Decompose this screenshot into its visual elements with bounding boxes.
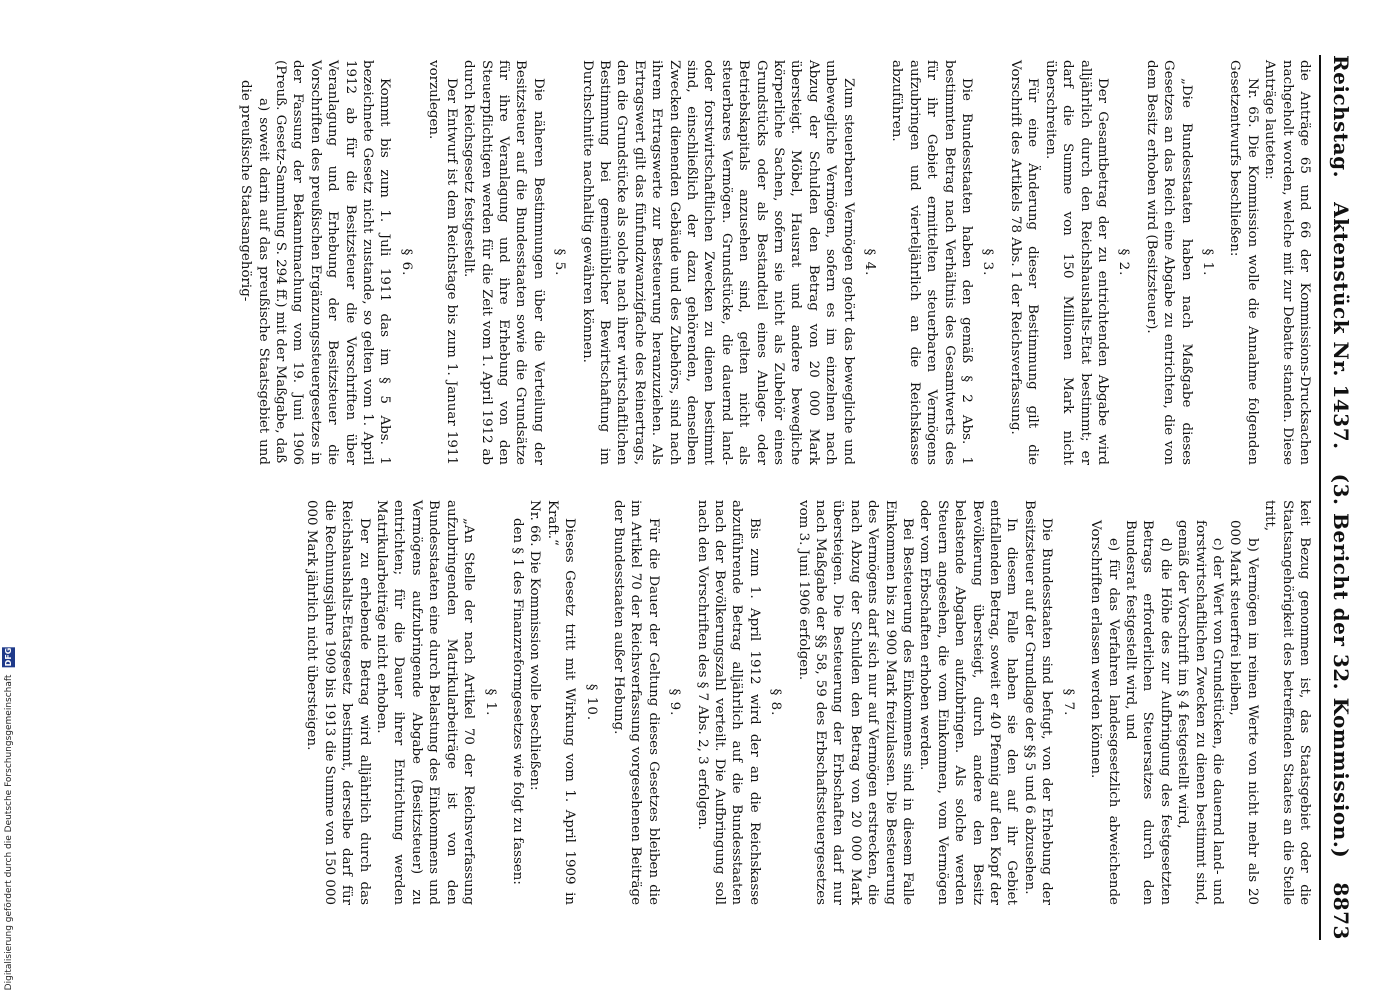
- intro-text: die Anträge 65 und 66 der Kommissions-Drucksachen nachgeholt worden, welche mit zur Debatte standen. Diese Anträge lauteten:: [1262, 60, 1312, 465]
- digitization-watermark: [2, 647, 16, 990]
- watermark-text: Digitalisierung gefördert durch die Deutsche Forschungsgemeinschaft: [4, 674, 14, 990]
- section-7-title: § 7.: [1060, 688, 1076, 717]
- page-header: [1321, 55, 1361, 940]
- motion-65: Nr. 65. Die Kommission wolle die Annahme folgenden Gesetzentwurfs beschließen:: [1227, 60, 1260, 465]
- section-6-item-d: d) die Höhe des zur Aufbringung des festgesetzten Betrags erforderlichen Steuersatzes durch den Bundesrat festgestellt wird, und: [1122, 520, 1173, 905]
- section-6-title: § 6.: [398, 248, 414, 277]
- header-right: (3. Bericht der 32. Kommission.): [1329, 473, 1353, 859]
- section-7-text-2: In diesem Falle haben sie den auf ihr Gebiet entfallenden Betrag, soweit er 40 Pfennig auf den Kopf der Bevölkerung übersteigt, durch andere den Besitz belastende Abgaben aufzubringen. Als solche werden Steuern angesehen, die vom Einkommen, vom Vermögen oder vom Erbschaften erhoben werden.: [917, 500, 1020, 905]
- section-3-title: § 3.: [980, 248, 996, 277]
- section-6-text: Kommt bis zum 1. Juli 1911 das im § 5 Abs. 1 bezeichnete Gesetz nicht zustande, so gelten vom 1. April 1912 ab für die Besitzsteuer die Vorschriften über Veranlagung und Erhebung der Besitzsteuer die Vorschriften des preußischen Ergänzungssteuergesetzes in der Fassung der Bekanntmachung vom 19. Juni 1906 (Preuß. Gesetz-Sammlung S. 294 ff.) mit der Maßgabe, daß: [273, 60, 393, 465]
- section-8-title: § 8.: [768, 688, 784, 717]
- section-7-text: Die Bundesstaaten sind befugt, von der Erhebung der Besitzsteuer auf der Grundlage der §§ 5 und 6 abzusehen.: [1021, 500, 1055, 905]
- section-2-title: § 2.: [1116, 248, 1132, 277]
- section-4-text: Zum steuerbaren Vermögen gehört das bewegliche und unbewegliche Vermögen, sofern es im einzelnen nach Abzug der Schulden den Betrag von 20 000 Mark übersteigt. Möbel, Hausrat und andere bewegliche körperliche Sachen, sofern sie nicht als Zubehör eines Grundstücks oder als Bestandteil eines Anlage- oder Betriebskapitals anzusehen sind, gelten nicht als steuerbares Vermögen. Grundstücke, die dauernd land- oder forstwirtschaftlichen Zwecken zu dienen bestimmt sind, einschließlich der dazu gehörenden, denselben Zwecken dienenden Gebäude und des Zubehörs, sind nach ihrem Ertragswerte zur Besteuerung heranzuziehen. Als Ertragswert gilt das fünfundzwanzigfache des Reinertrags, den die Grundstücke als solche nach ihrer wirtschaftlichen Bestimmung bei gemeinüblicher Bewirtschaftung im Durchschnitte nachhaltig gewähren können.: [579, 60, 856, 465]
- section-6-item-e: e) für das Verfahren landesgesetzlich abweichende Vorschriften erlassen werden können.: [1088, 520, 1121, 905]
- section-8-text: Bis zum 1. April 1912 wird der an die Reichskasse abzuführende Betrag alljährlich auf die Bundesstaaten nach der Bevölkerungszahl verteilt. Die Aufbringung soll nach den Vorschriften des § 7 Abs. 2, 3 erfolgen.: [694, 500, 762, 905]
- section-2-text: Der Gesamtbetrag der zu entrichtenden Abgabe wird alljährlich durch den Reichshaushalts-Etat bestimmt; er darf die Summe von 150 Millionen Mark nicht überschreiten.: [1042, 60, 1110, 465]
- header-left: Reichstag.: [1329, 55, 1353, 179]
- section-3-text: Die Bundesstaaten haben den gemäß § 2 Abs. 1 bestimmten Betrag nach Verhältnis des Gesamtwerts des für ihr Gebiet ermittelten steuerbaren Vermögens aufzubringen und vierteljährlich an die Reichskasse abzuführen.: [889, 60, 975, 465]
- section-10-title: § 10.: [583, 683, 599, 722]
- page-number: 8873: [1329, 882, 1353, 940]
- dfg-logo-icon: DFG: [4, 647, 13, 667]
- header-center: Aktenstück Nr. 1437.: [1329, 202, 1353, 450]
- section-4-title: § 4.: [862, 248, 878, 277]
- header-rule: [1319, 55, 1321, 940]
- section-6-item-a: a) soweit darin auf das preußische Staatsgebiet und die preußische Staatsangehörig-: [238, 80, 271, 465]
- right-column: [303, 500, 1313, 905]
- section-1b-text: „An Stelle der nach Artikel 70 der Reichsverfassung aufzubringenden Matrikularbeiträge ist von den Bundesstaaten eine durch Belastung des Einkommens und Vermögens aufzubringende Abgabe (Besitzsteuer) zu entrichten; für die Dauer ihrer Entrichtung werden Matrikularbeiträge nicht erhoben.: [374, 500, 477, 905]
- section-1-text: „Die Bundesstaaten haben nach Maßgabe dieses Gesetzes an das Reich eine Abgabe zu entrichten, die von dem Besitz erhoben wird (Besitzsteuer).: [1143, 60, 1194, 465]
- section-9-text: Für die Dauer der Geltung dieses Gesetzes bleiben die im Artikel 70 der Reichsverfassung vorgesehenen Beiträge der Bundesstaaten außer Hebung.: [610, 500, 661, 905]
- left-column: [237, 60, 1313, 465]
- section-1b-text-2: Der zu erhebende Betrag wird alljährlich durch das Reichshaushalts-Etatsgesetz bestimmt, derselbe darf für die Rechnungsjahre 1909 bis 1913 die Summe von 150 000 000 Mark jährlich nicht übersteigen.: [304, 500, 372, 905]
- section-7-text-3: Bei Besteuerung des Einkommens sind in diesem Falle Einkommen bis zu 900 Mark freizulassen. Die Besteuerung des Vermögens darf sich nur auf Vermögen erstrecken, die nach Abzug der Schulden den Betrag von 20 000 Mark übersteigen. Die Besteuerung der Erbschaften darf nur nach Maßgabe der §§ 58, 59 des Erbschaftssteuergesetzes vom 3. Juni 1906 erfolgen.: [795, 500, 916, 905]
- section-5-text: Die näheren Bestimmungen über die Verteilung der Besitzsteuer auf die Bundesstaaten sowie die Grundsätze für ihre Veranlagung und ihre Erhebung von den Steuerpflichtigen werden für die Zeit vom 1. April 1912 ab durch Reichsgesetz festgestellt.: [461, 60, 546, 465]
- section-5-title: § 5.: [552, 248, 568, 277]
- motion-66: Nr. 66. Die Kommission wolle beschließen:: [527, 500, 543, 791]
- motion-66-text: den § 1 des Finanzreformgesetzes wie folgt zu fassen:: [509, 518, 525, 885]
- item-a-continuation: keit Bezug genommen ist, das Staatsgebiet oder die Staatsangehörigkeit des betreffenden Staates an die Stelle tritt,: [1262, 500, 1312, 905]
- section-2-text-2: Für eine Änderung dieser Bestimmung gilt die Vorschrift des Artikels 78 Abs. 1 der Reichsverfassung.: [1007, 60, 1041, 465]
- section-1-title: § 1.: [1199, 248, 1215, 277]
- section-10-text: Dieses Gesetz tritt mit Wirkung vom 1. April 1909 in Kraft.“: [544, 500, 578, 905]
- section-5-text-2: Der Entwurf ist dem Reichstage bis zum 1. Januar 1911 vorzulegen.: [426, 60, 459, 465]
- section-1b-title: § 1.: [482, 688, 498, 717]
- section-6-item-c: c) der Wert von Grundstücken, die dauernd land- und forstwirtschaftlichen Zwecken zu dienen bestimmt sind, gemäß der Vorschrift im § 4 festgestellt wird,: [1175, 520, 1225, 905]
- section-6-item-b: b) Vermögen im reinen Werte von nicht mehr als 20 000 Mark steuerfrei bleiben,: [1227, 520, 1260, 905]
- section-9-title: § 9.: [667, 688, 683, 717]
